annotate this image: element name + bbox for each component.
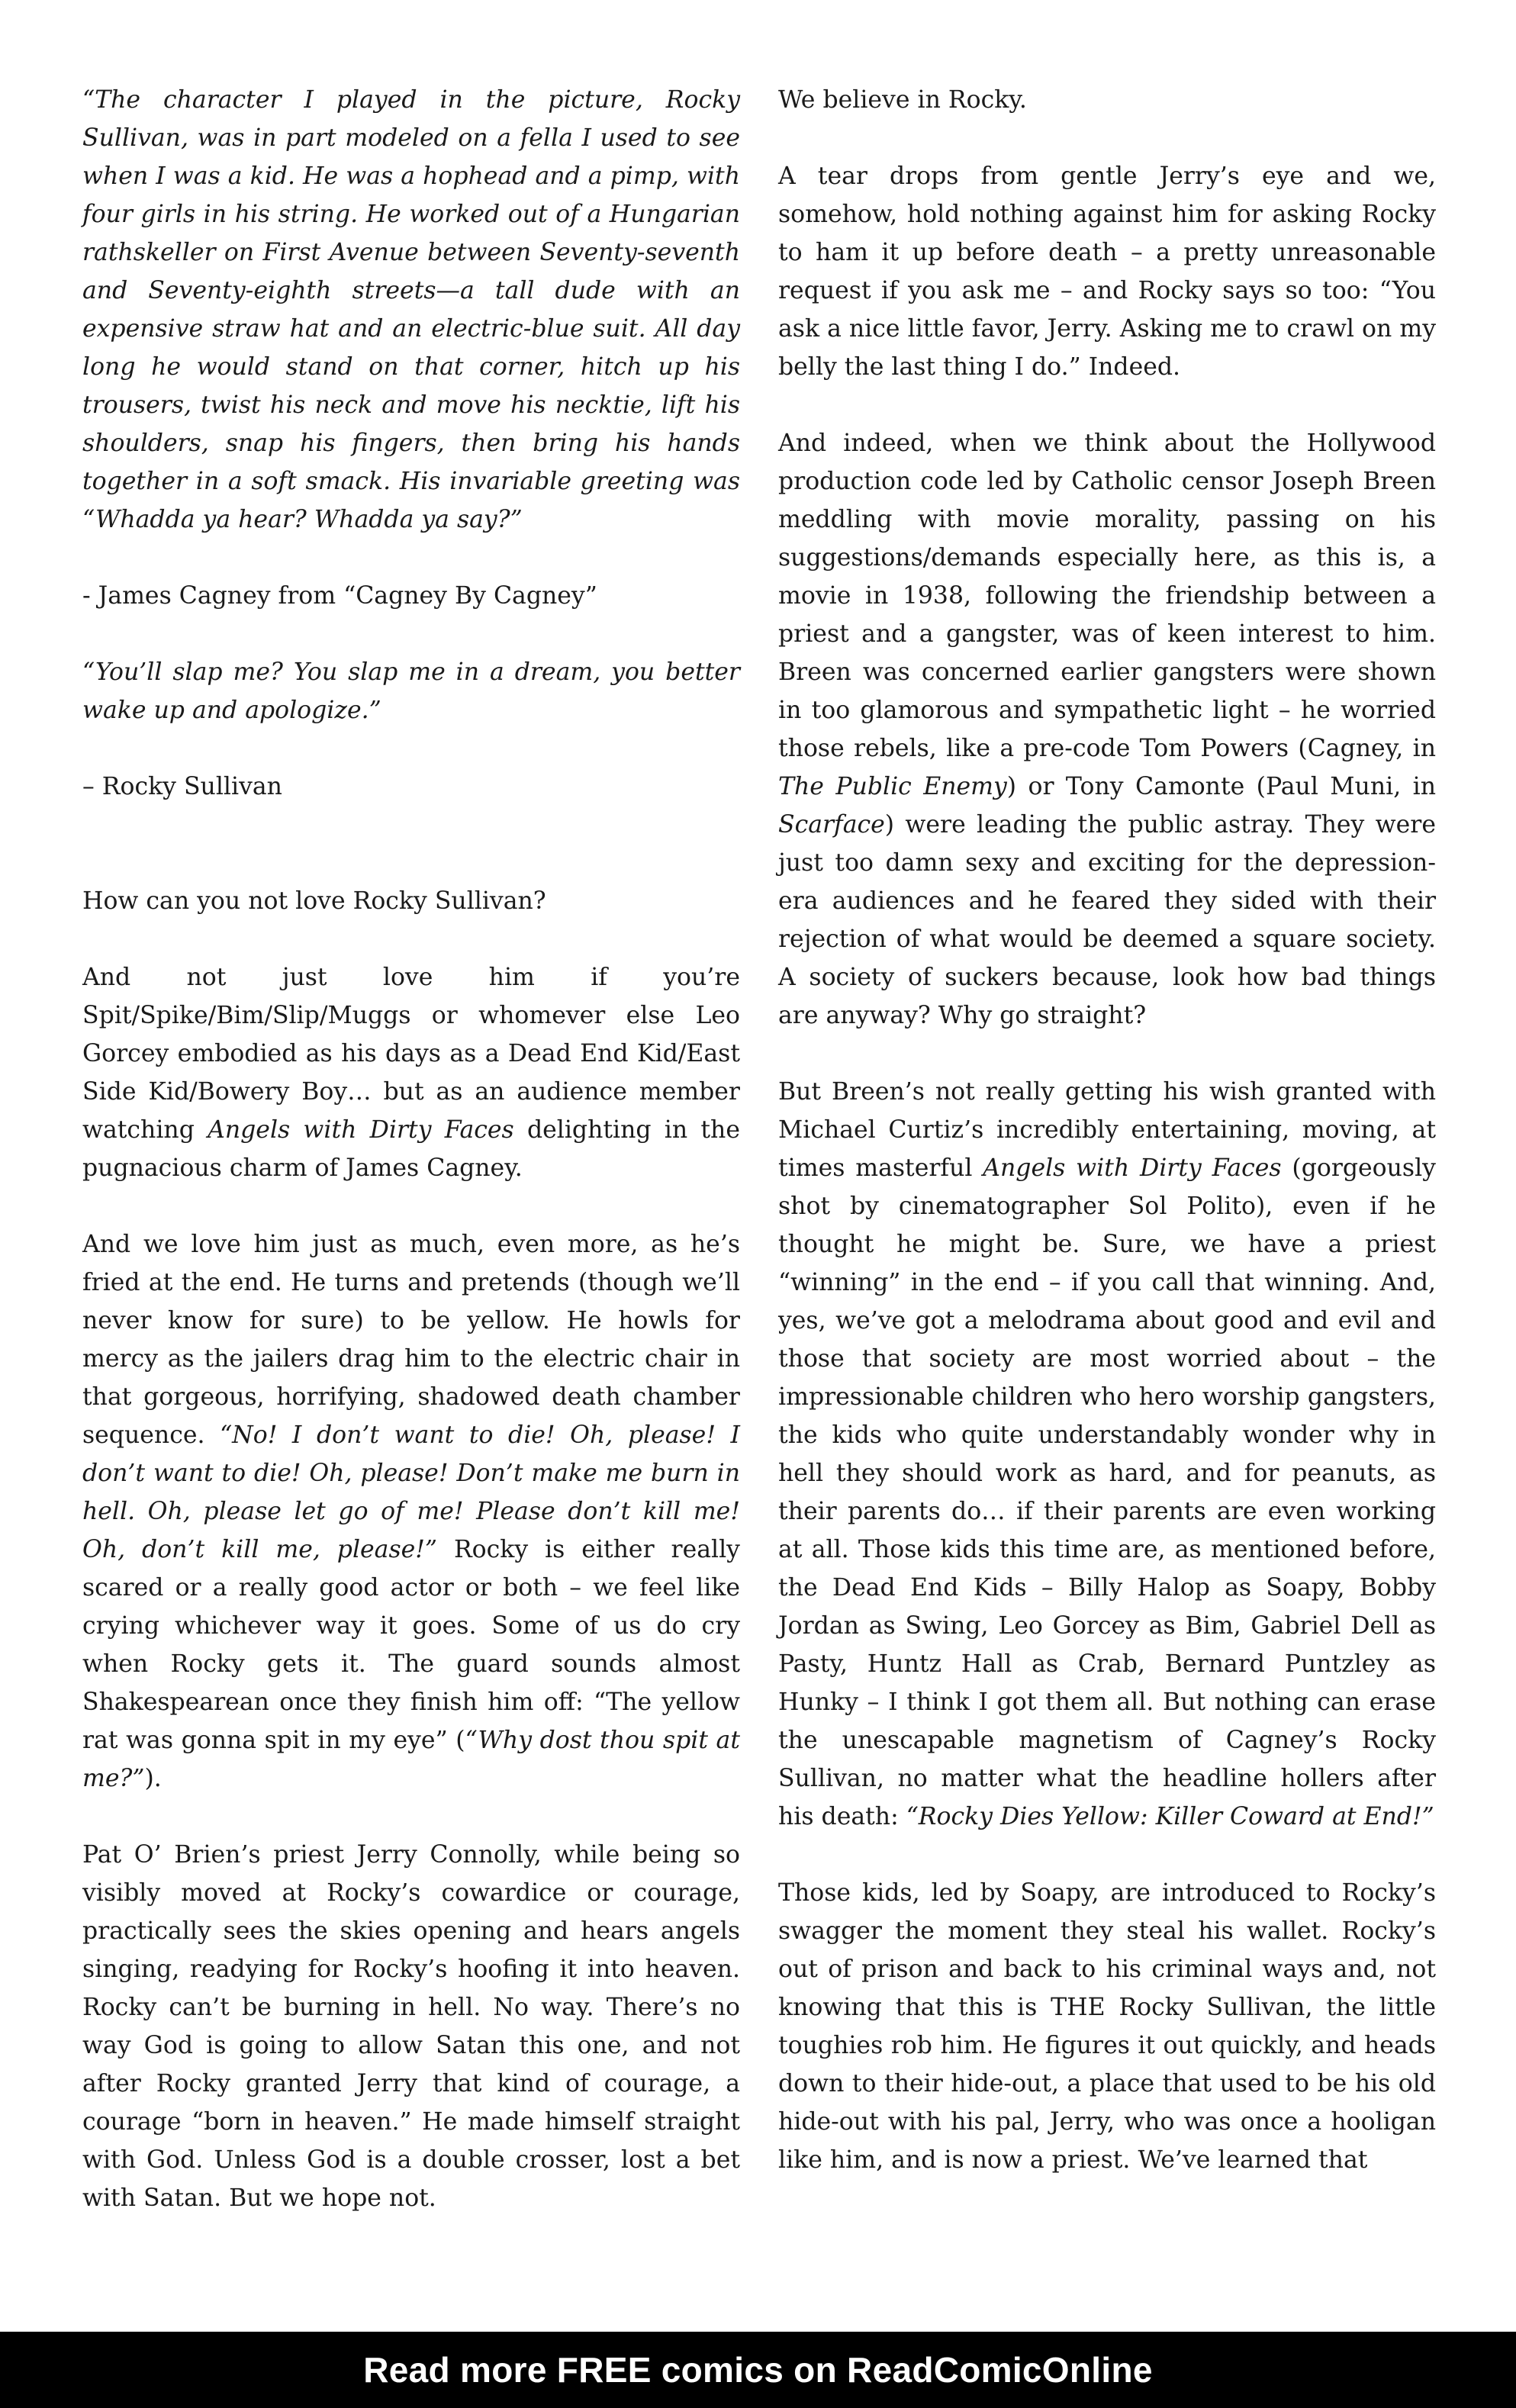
paragraph-soapy: Those kids, led by Soapy, are introduced to Rocky’s swagger the moment they steal his wallet. Rocky’s out of prison and back to his criminal ways and, not knowing that this is THE Rocky Sullivan, the little toughies rob him. He figures it out quickly, and heads down to their hide-out, a place that used to be his old hide-out with his pal, Jerry, who was once a hooligan like him, and is now a priest. We’ve learned that xyxy=(778,1879,1436,2174)
headline-quote: “Rocky Dies Yellow: Killer Coward at End!” xyxy=(906,1803,1434,1830)
paragraph-curtiz: But Breen’s not really getting his wish granted with Michael Curtiz’s incredibly entertaining, moving, at times masterful Angels with Dirty Faces (gorgeously shot by cinematographer Sol Polito), even if he thought he might be. Sure, we have a priest “winning” in the end – if you call that winning. And, yes, we’ve got a melodrama about good and evil and those that society are most worried about – the impressionable children who hero worship gangsters, the kids who quite understandably wonder why in hell they should work as hard, and for peanuts, as their parents do… if their parents are even working at all. Those kids this time are, as mentioned before, the Dead End Kids – Billy Halop as Soapy, Bobby Jordan as Swing, Leo Gorcey as Bim, Gabriel Dell as Pasty, Huntz Hall as Crab, Bernard Puntzley as Hunky – I think I got them all. But nothing can erase the unescapable magnetism of Cagney’s Rocky Sullivan, no matter what the headline hollers after his death: “Rocky Dies Yellow: Killer Coward at End!” xyxy=(778,1078,1436,1830)
inline-quote: “Why dost thou spit at me?” xyxy=(82,1727,740,1792)
film-title: The Public Enemy xyxy=(778,773,1007,800)
paragraph-tear: A tear drops from gentle Jerry’s eye and we, somehow, hold nothing against him for asking Rocky to ham it up before death – a pretty unreasonable request if you ask me – and Rocky says so too: “You ask a nice little favor, Jerry. Asking me to crawl on my belly the last thing I do.” Indeed. xyxy=(778,163,1436,381)
paragraph-believe: We believe in Rocky. xyxy=(778,86,1027,114)
film-title: Scarface xyxy=(778,811,885,839)
right-column xyxy=(778,81,1436,2179)
paragraph-death-scene: And we love him just as much, even more, as he’s fried at the end. He turns and pretends (though we’ll never know for sure) to be yellow. He howls for mercy as the jailers drag him to the electric chair in that gorgeous, horrifying, shadowed death chamber sequence. “No! I don’t want to die! Oh, please! I don’t want to die! Oh, please! Don’t make me burn in hell. Oh, please let go of me! Please don’t kill me! Oh, don’t kill me, please!” Rocky is either really scared or a really good actor or both – we feel like crying whichever way it goes. Some of us do cry when Rocky gets it. The guard sounds almost Shakespearean once they finish him off: “The yellow rat was gonna spit in my eye” (“Why dost thou spit at me?”). xyxy=(82,1231,741,1792)
film-title: Angels with Dirty Faces xyxy=(983,1154,1282,1182)
left-column xyxy=(82,81,740,2217)
footer-banner[interactable] xyxy=(0,2332,1516,2408)
film-title: Angels with Dirty Faces xyxy=(208,1116,514,1144)
cagney-attribution: - James Cagney from “Cagney By Cagney” xyxy=(82,582,597,610)
cagney-quote: “The character I played in the picture, Rocky Sullivan, was in part modeled on a fella I used to see when I was a kid. He was a hophead and a pimp, with four girls in his string. He worked out of a Hungarian rathskeller on First Avenue between Seventy-seventh and Seventy-eighth streets—a tall dude with an expensive straw hat and an electric-blue suit. All day long he would stand on that corner, hitch up his trousers, twist his neck and move his necktie, lift his shoulders, snap his fingers, then bring his hands together in a soft smack. His invariable greeting was “Whadda ya hear? Whadda ya say?” xyxy=(82,86,740,533)
paragraph-jerry: Pat O’ Brien’s priest Jerry Connolly, while being so visibly moved at Rocky’s cowardice or courage, practically sees the skies opening and hears angels singing, readying for Rocky’s hoofing it into heaven. Rocky can’t be burning in hell. No way. There’s no way God is going to allow Satan this one, and not after Rocky granted Jerry that kind of courage, a courage “born in heaven.” He made himself straight with God. Unless God is a double crosser, lost a bet with Satan. But we hope not. xyxy=(82,1841,740,2212)
paragraph-dead-end-kids: And not just love him if you’re Spit/Spike/Bim/Slip/Muggs or whomever else Leo Gorcey embodied as his days as a Dead End Kid/East Side Kid/Bowery Boy… but as an audience member watching Angels with Dirty Faces delighting in the pugnacious charm of James Cagney. xyxy=(82,964,740,1182)
paragraph-breen: And indeed, when we think about the Hollywood production code led by Catholic censor Joseph Breen meddling with movie morality, passing on his suggestions/demands especially here, as this is, a movie in 1938, following the friendship between a priest and a gangster, was of keen interest to him. Breen was concerned earlier gangsters were shown in too glamorous and sympathetic light – he worried those rebels, like a pre-code Tom Powers (Cagney, in The Public Enemy) or Tony Camonte (Paul Muni, in Scarface) were leading the public astray. They were just too damn sexy and exciting for the depression-era audiences and he feared they sided with their rejection of what would be deemed a square society. A society of suckers because, look how bad things are anyway? Why go straight? xyxy=(778,430,1436,1029)
rocky-quote: “You’ll slap me? You slap me in a dream, you better wake up and apologize.” xyxy=(82,658,740,724)
paragraph-intro: How can you not love Rocky Sullivan? xyxy=(82,887,546,915)
inline-quote: “No! I don’t want to die! Oh, please! I don’t want to die! Oh, please! Don’t make me burn in hell. Oh, please let go of me! Please don’t kill me! Oh, don’t kill me, please!” xyxy=(82,1421,741,1563)
rocky-attribution: – Rocky Sullivan xyxy=(82,773,282,800)
footer-link-text[interactable]: Read more FREE comics on ReadComicOnline xyxy=(363,2350,1153,2390)
